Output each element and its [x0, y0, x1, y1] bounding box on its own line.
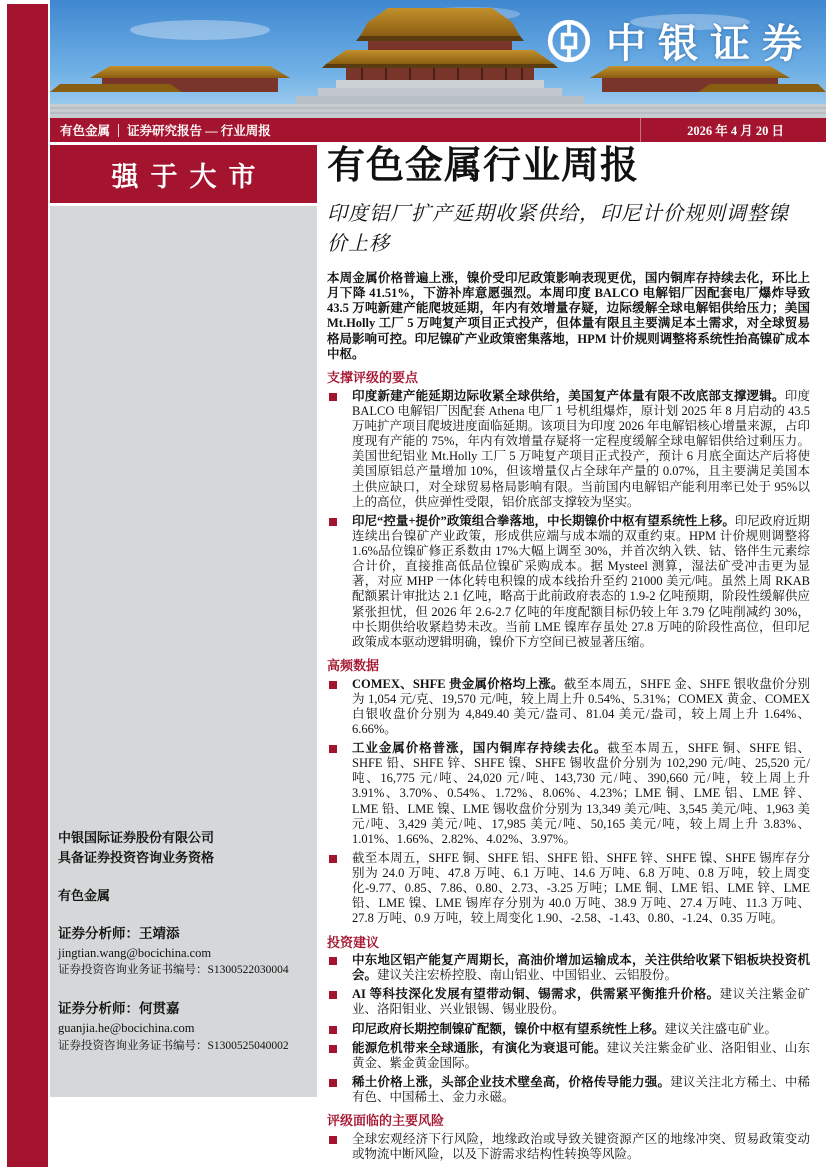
- header-sector: 有色金属: [60, 124, 111, 138]
- bullet-lead: 印尼政府长期控制镍矿配额，镍价中枢有望系统性上移。: [352, 1021, 665, 1036]
- report-summary: 本周金属价格普遍上涨，镍价受印尼政策影响表现更优，国内铜库存持续去化，环比上月下降 41.51%，下游补库意愿强烈。本周印度 BALCO 电解铝厂因配套电厂爆炸导致 43.5 万吨新建产能爬坡延期，年内有效增量存疑，边际缓解全球电解铝供给压力；美国 Mt.Holly 工厂 5 万吨复产项目正式投产，但体量有限且主要满足本土需求，对全球贸易格局影响可控。印尼镍矿产业政策密集落地，HPM 计价规则调整将系统性抬高镍矿成本中枢。: [327, 270, 810, 361]
- bullet-square-icon: [329, 681, 337, 689]
- section-heading: 评级面临的主要风险: [327, 1113, 445, 1129]
- bullet-item: [327, 1041, 810, 1071]
- cert-number: S1300525040002: [207, 1039, 289, 1052]
- brand-logo: [546, 12, 814, 69]
- section-heading: 高频数据: [327, 657, 380, 673]
- main-content: [327, 145, 810, 1166]
- bullet-square-icon: [329, 518, 337, 526]
- bullet-body: 截至本周五，SHFE 铜、SHFE 铝、SHFE 铅、SHFE 锌、SHFE 镍、SHFE 锡库存分别为 24.0 万吨、47.8 万吨、6.1 万吨、14.6 万吨、6.8 万吨、0.8 万吨，较上周变化-9.77、0.85、7.86、0.80、2.73、-3.25 万吨；LME 铜、LME 铝、LME 锌、LME 铅、LME 镍、LME 锡库存分别为 40.0 万吨、38.9 万吨、27.4 万吨、11.3 万吨、27.8 万吨、0.9 万吨，较上周变化 1.90、-2.58、-1.43、0.80、-1.24、0.35 万吨。: [352, 850, 810, 926]
- bullet-text: [352, 1075, 810, 1105]
- brand-name: 中银证券: [606, 21, 814, 66]
- section-investment-advice: [327, 935, 810, 1106]
- company-qualification: 具备证券投资咨询业务资格: [58, 850, 215, 866]
- bullet-body: 截至本周五，SHFE 铜、SHFE 铝、SHFE 铅、SHFE 锌、SHFE 镍、SHFE 锡收盘价分别为 102,290 元/吨、25,520 元/吨、16,775 元/吨、24,020 元/吨、143,730 元/吨、390,660 元/吨，较上周上升 3.91%、3.70%、0.54%、1.72%、8.06%、4.23%；LME 铜、LME 铝、LME 锌、LME 铅、LME 镍、LME 锡收盘价分别为 13,349 美元/吨、3,545 美元/吨、1,963 美元/吨、3,429 美元/吨、17,985 美元/吨、50,165 美元/吨，较上周上升 3.83%、1.01%、1.66%、2.82%、4.02%、3.97%。: [352, 741, 810, 846]
- bullet-square-icon: [329, 1079, 337, 1087]
- section-key-points: [327, 370, 810, 650]
- header-divider: [118, 124, 119, 137]
- bullet-lead: 印度新建产能延期边际收紧全球供给，美国复产体量有限不改底部支撑逻辑。: [352, 388, 785, 403]
- header-bar: [50, 118, 826, 142]
- bullet-item: [327, 1132, 810, 1162]
- bullet-text: [352, 389, 810, 510]
- cert-number: S1300522030004: [207, 964, 289, 976]
- bullet-item: [327, 741, 810, 847]
- bullet-lead: 能源危机带来全球通胀，有演化为衰退可能。: [352, 1040, 607, 1055]
- bullet-lead: COMEX、SHFE 贵金属价格均上涨。: [352, 676, 564, 691]
- bullet-lead: 工业金属价格普涨，国内铜库存持续去化。: [352, 741, 608, 755]
- bullet-text: [352, 1132, 810, 1162]
- header-date: 2026 年 4 月 20 日: [640, 117, 826, 143]
- report-subtitle: 印度铝厂扩产延期收紧供给，印尼计价规则调整镍价上移: [327, 202, 789, 255]
- left-column: [50, 145, 317, 1166]
- analyst-email: guanjia.he@bocichina.com: [58, 1021, 195, 1036]
- bullet-text: [352, 741, 810, 847]
- analyst-block: [58, 922, 311, 980]
- cert-label: 证券投资咨询业务证书编号：: [58, 964, 208, 976]
- bullet-lead: 稀土价格上涨，头部企业技术壁垒高，价格传导能力强。: [352, 1074, 671, 1089]
- bullet-lead: 中东地区铝产能复产周期长，高油价增加运输成本，关注供给收紧下铝板块投资机会。: [352, 953, 810, 983]
- bullet-body: 建议关注盛屯矿业。: [664, 1021, 778, 1036]
- bullet-lead: AI 等科技深化发展有望带动铜、锡需求，供需紧平衡推升价格。: [352, 987, 720, 1002]
- section-high-freq-data: [327, 658, 810, 927]
- rating-badge: 强于大市: [50, 145, 317, 203]
- bullet-square-icon: [329, 1136, 337, 1144]
- bullet-text: [352, 953, 810, 983]
- bullet-text: [352, 677, 810, 738]
- bullet-square-icon: [329, 1045, 337, 1053]
- bullet-body: 建议关注宏桥控股、南山铝业、中国铝业、云铝股份。: [377, 968, 678, 983]
- bullet-square-icon: [329, 745, 337, 753]
- bullet-square-icon: [329, 957, 337, 965]
- bullet-body: 建议关注紫金矿业、洛阳钼业、兴业银锡、锡业股份。: [352, 987, 810, 1017]
- bullet-text: [352, 987, 810, 1017]
- bullet-item: [327, 677, 810, 738]
- bullet-text: [352, 851, 810, 927]
- bullet-item: [327, 514, 810, 650]
- bullet-square-icon: [329, 855, 337, 863]
- bullet-body: 全球宏观经济下行风险，地缘政治或导致关键资源产区的地缘冲突、贸易政策变动或物流中断风险，以及下游需求结构性转换等风险。: [352, 1131, 810, 1161]
- bullet-item: [327, 389, 810, 510]
- bullet-body: 建议关注北方稀土、中稀有色、中国稀土、金力永磁。: [352, 1074, 810, 1105]
- bullet-item: [327, 953, 810, 983]
- header-photo: [50, 0, 826, 118]
- cert-label: 证券投资咨询业务证书编号：: [58, 1039, 208, 1052]
- left-accent-bar: [7, 4, 48, 1167]
- bullet-square-icon: [329, 991, 337, 999]
- bullet-item: [327, 1075, 810, 1105]
- bullet-lead: 印尼“控量+提价”政策组合拳落地，中长期镍价中枢有望系统性上移。: [352, 513, 735, 528]
- report-page: [50, 0, 826, 1166]
- bullet-body: 印尼政府近期连续出台镍矿产业政策，形成供应端与成本端的双重约束。HPM 计价规则调整将 1.6%品位镍矿修正系数由 17%大幅上调至 30%，并首次纳入铁、钴、铬伴生元素综合计价，直接推高低品位镍矿采购成本。据 Mysteel 测算，湿法矿受冲击更为显著，对应 MHP 一体化转电积镍的成本线抬升至约 21000 美元/吨。虽然上周 RKAB 配额累计审批达 2.1 亿吨，略高于此前政府表态的 1.9-2 亿吨预期，阶段性缓解供应紧张担忧，但 2026 年 2.6-2.7 亿吨的年度配额目标仍较上年 3.79 亿吨削减约 30%，中长期供给收紧趋势未改。当前 LME 镍库存虽处 27.8 万吨的阶段性高位，但印尼政策成本驱动逻辑明确，镍价下方空间已被显著压缩。: [352, 513, 810, 649]
- company-name: 中银国际证券股份有限公司: [58, 830, 215, 846]
- sidebar-sector-label: 有色金属: [58, 887, 111, 903]
- bullet-item: [327, 1022, 810, 1037]
- analyst-cert: [58, 962, 311, 979]
- bullet-body: 印度 BALCO 电解铝厂因配套 Athena 电厂 1 号机组爆炸，原计划 2025 年 8 月启动的 43.5 万吨扩产项目爬坡进度面临延期。该项目为印度 2026 年电解铝核心增量来源，占印度现有产能的 75%，年内有效增量存疑将一定程度缓解全球电解铝供给过剩压力。美国世纪铝业 Mt.Holly 工厂 5 万吨复产项目正式投产，预计 6 月底全面达产后将使美国原铝总产量增加 10%，但该增量仅占全球年产量的 0.07%，且主要满足美国本土供应缺口，对全球贸易格局影响有限。当前国内电解铝产能利用率已处于 95%以上的高位，供应弹性受限，铝价底部支撑较为坚实。: [352, 388, 810, 509]
- page-title: 有色金属行业周报: [327, 145, 640, 187]
- bullet-item: [327, 987, 810, 1017]
- section-heading: 投资建议: [327, 934, 380, 950]
- bullet-text: [352, 1022, 777, 1037]
- boc-emblem-icon: [546, 18, 592, 64]
- sidebar: [50, 206, 317, 1097]
- section-risks: [327, 1113, 810, 1162]
- analyst-cert: [58, 1038, 311, 1055]
- bullet-text: [352, 514, 810, 650]
- analyst-block: [58, 997, 311, 1055]
- publisher-info: [58, 828, 311, 1055]
- analyst-email: jingtian.wang@bocichina.com: [58, 945, 212, 960]
- section-heading: 支撑评级的要点: [327, 370, 419, 386]
- bullet-body: 建议关注紫金矿业、洛阳钼业、山东黄金、紫金黄金国际。: [352, 1040, 810, 1070]
- analyst-name: 证券分析师：王靖添: [58, 925, 180, 941]
- header-report-type: 证券研究报告 — 行业周报: [127, 124, 271, 138]
- analyst-name: 证券分析师：何贯嘉: [58, 1001, 180, 1017]
- bullet-text: [352, 1041, 810, 1071]
- bullet-item: [327, 851, 810, 927]
- bullet-body: 截至本周五，SHFE 金、SHFE 银收盘价分别为 1,054 元/克、19,570 元/吨，较上周上升 0.54%、5.31%；COMEX 黄金、COMEX 白银收盘价分别为 4,849.40 美元/盎司、81.04 美元/盎司，较上周上升 1.64%、6.66%。: [352, 676, 810, 736]
- bullet-square-icon: [329, 1026, 337, 1034]
- bullet-square-icon: [329, 393, 337, 401]
